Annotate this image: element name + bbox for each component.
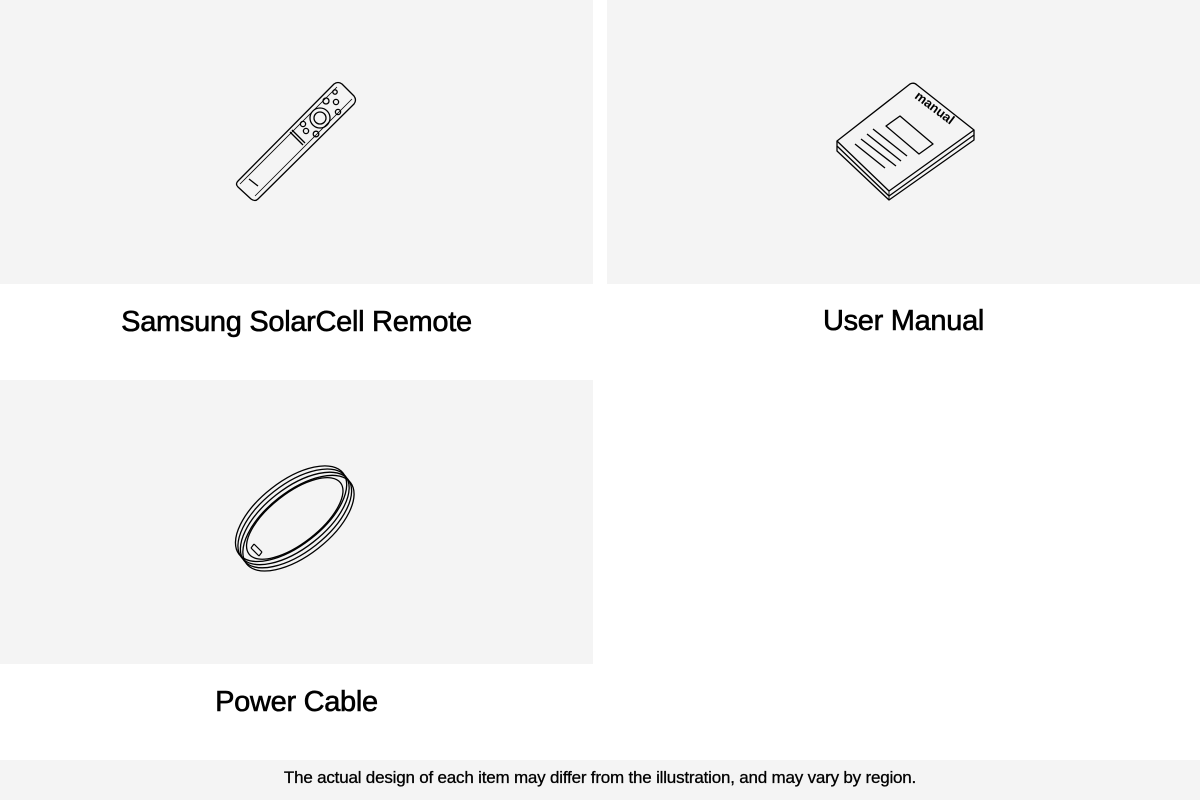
disclaimer-text: The actual design of each item may differ from the illustration, and may vary by region. [283,768,917,787]
item-image-manual [607,0,1200,284]
remote-control-icon [0,0,593,284]
manual-cover-text: manual [912,87,958,128]
item-label-remote: Samsung SolarCell Remote [121,306,472,338]
item-image-cable [0,380,593,664]
item-label-manual: User Manual [822,305,985,337]
manual-booklet-icon [607,0,1200,284]
coiled-cable-icon [0,380,593,664]
item-image-remote [0,0,593,284]
disclaimer-bar [0,760,1200,800]
item-label-cable: Power Cable [215,686,378,718]
